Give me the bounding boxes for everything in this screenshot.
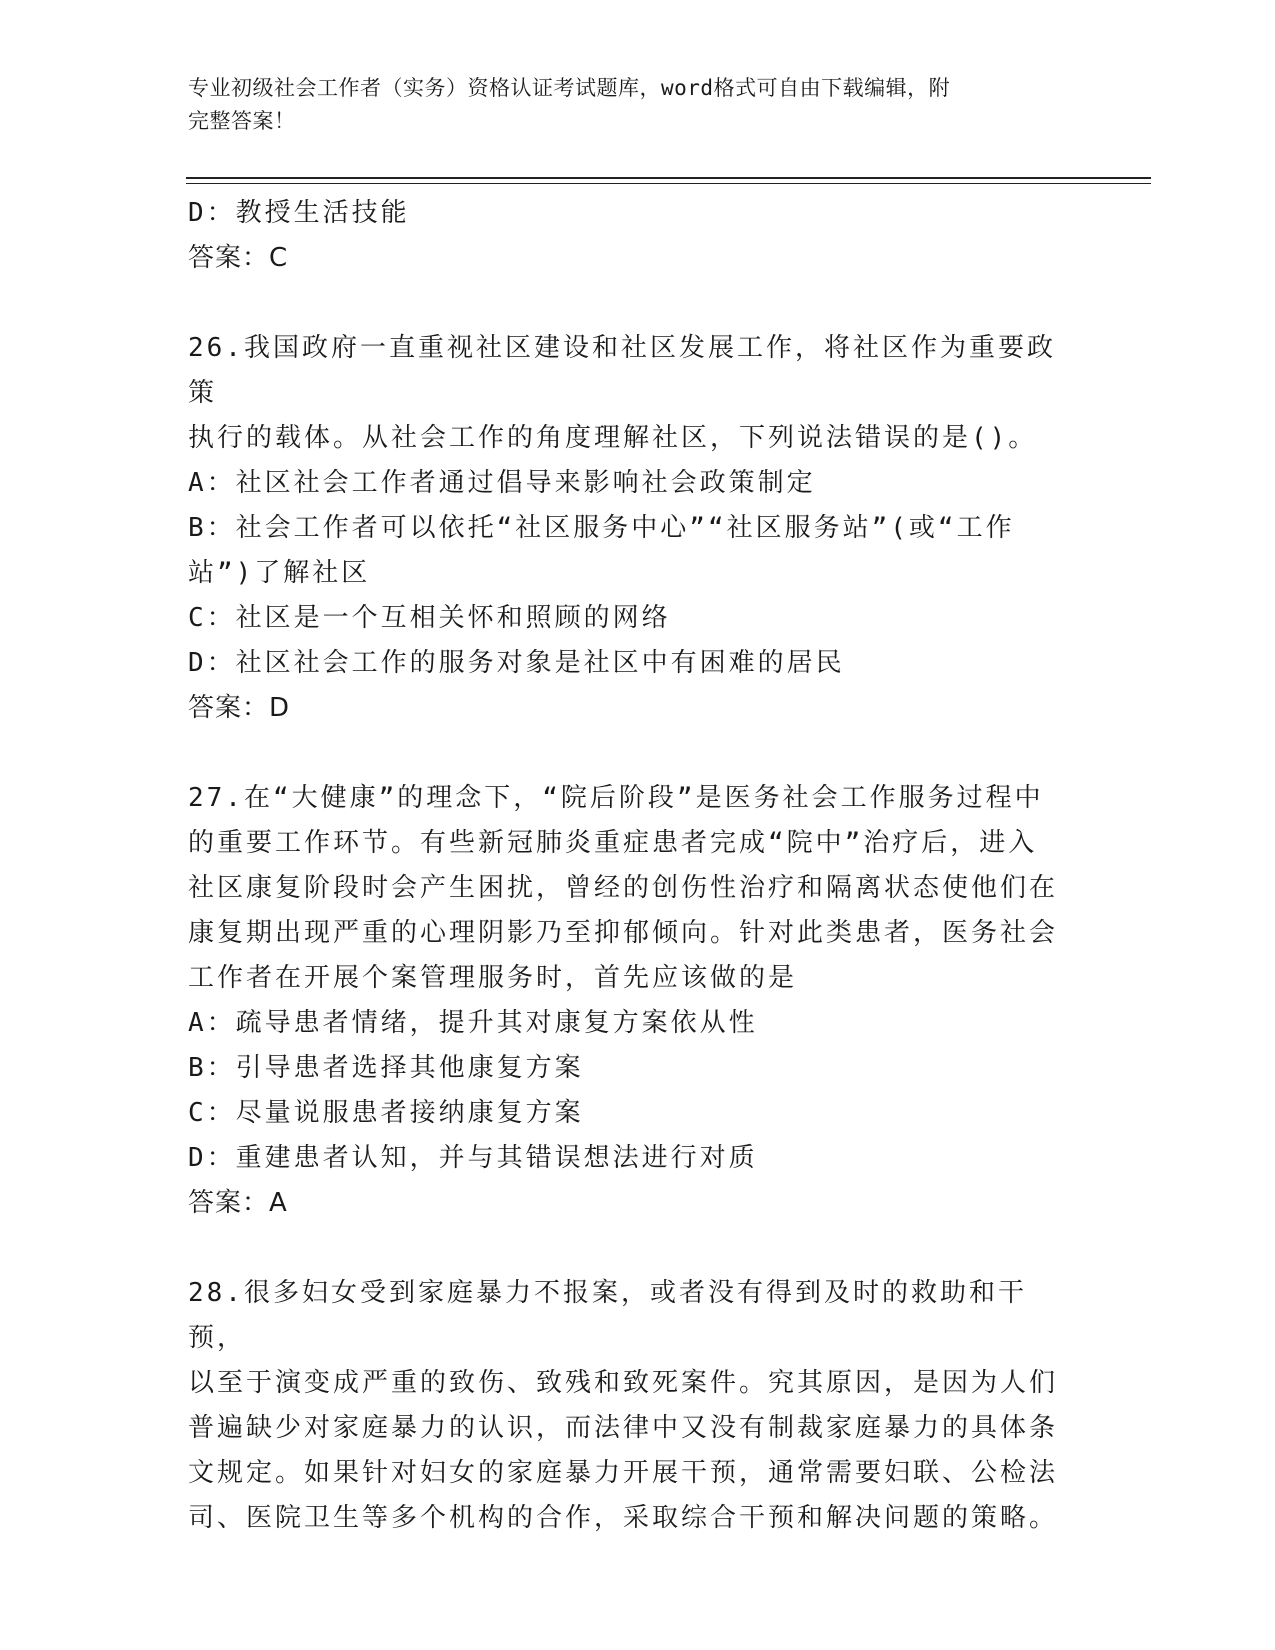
question-stem-line: 以至于演变成严重的致伤、致残和致死案件。究其原因，是因为人们 bbox=[188, 1368, 1059, 1398]
header-divider-thick bbox=[186, 177, 1151, 179]
option-b-continued: 站”)了解社区 bbox=[188, 558, 371, 588]
question-26 bbox=[188, 326, 1068, 731]
option-c: C：尽量说服患者接纳康复方案 bbox=[188, 1098, 584, 1128]
question-stem-line: 26.我国政府一直重视社区建设和社区发展工作，将社区作为重要政策 bbox=[188, 333, 1056, 408]
question-spacer bbox=[188, 731, 1068, 776]
question-spacer bbox=[188, 1226, 1068, 1271]
question-stem-line: 工作者在开展个案管理服务时，首先应该做的是 bbox=[188, 963, 798, 993]
document-body bbox=[188, 191, 1068, 1541]
option-b: B：社会工作者可以依托“社区服务中心”“社区服务站”(或“工作 bbox=[188, 513, 1015, 543]
question-spacer bbox=[188, 281, 1068, 326]
header-line-1: 专业初级社会工作者（实务）资格认证考试题库，word格式可自由下载编辑，附 bbox=[188, 76, 951, 100]
question-stem-line: 的重要工作环节。有些新冠肺炎重症患者完成“院中”治疗后，进入 bbox=[188, 828, 1038, 858]
option-b: B：引导患者选择其他康复方案 bbox=[188, 1053, 584, 1083]
question-stem-line: 普遍缺少对家庭暴力的认识，而法律中又没有制裁家庭暴力的具体条 bbox=[188, 1413, 1059, 1443]
answer-line: 答案：C bbox=[188, 243, 289, 273]
option-a: A：疏导患者情绪，提升其对康复方案依从性 bbox=[188, 1008, 758, 1038]
header-divider-thin bbox=[186, 183, 1151, 184]
question-stem-line: 28.很多妇女受到家庭暴力不报案，或者没有得到及时的救助和干预， bbox=[188, 1278, 1027, 1353]
option-d: D：重建患者认知，并与其错误想法进行对质 bbox=[188, 1143, 758, 1173]
question-stem-line: 文规定。如果针对妇女的家庭暴力开展干预，通常需要妇联、公检法 bbox=[188, 1458, 1059, 1488]
answer-line: 答案：D bbox=[188, 693, 291, 723]
question-stem-line: 执行的载体。从社会工作的角度理解社区，下列说法错误的是()。 bbox=[188, 423, 1038, 453]
question-28 bbox=[188, 1271, 1068, 1541]
question-25-tail bbox=[188, 191, 1068, 281]
option-a: A：社区社会工作者通过倡导来影响社会政策制定 bbox=[188, 468, 816, 498]
question-stem-line: 社区康复阶段时会产生困扰，曾经的创伤性治疗和隔离状态使他们在 bbox=[188, 873, 1059, 903]
option-d: D：社区社会工作的服务对象是社区中有困难的居民 bbox=[188, 648, 845, 678]
question-stem-line: 司、医院卫生等多个机构的合作，采取综合干预和解决问题的策略。 bbox=[188, 1503, 1059, 1533]
document-header bbox=[188, 72, 1088, 138]
header-line-2: 完整答案！ bbox=[188, 109, 296, 133]
question-stem-line: 27.在“大健康”的理念下，“院后阶段”是医务社会工作服务过程中 bbox=[188, 783, 1044, 813]
option-d: D：教授生活技能 bbox=[188, 198, 410, 228]
option-c: C：社区是一个互相关怀和照顾的网络 bbox=[188, 603, 671, 633]
answer-line: 答案：A bbox=[188, 1188, 288, 1218]
question-27 bbox=[188, 776, 1068, 1226]
question-stem-line: 康复期出现严重的心理阴影乃至抑郁倾向。针对此类患者，医务社会 bbox=[188, 918, 1059, 948]
